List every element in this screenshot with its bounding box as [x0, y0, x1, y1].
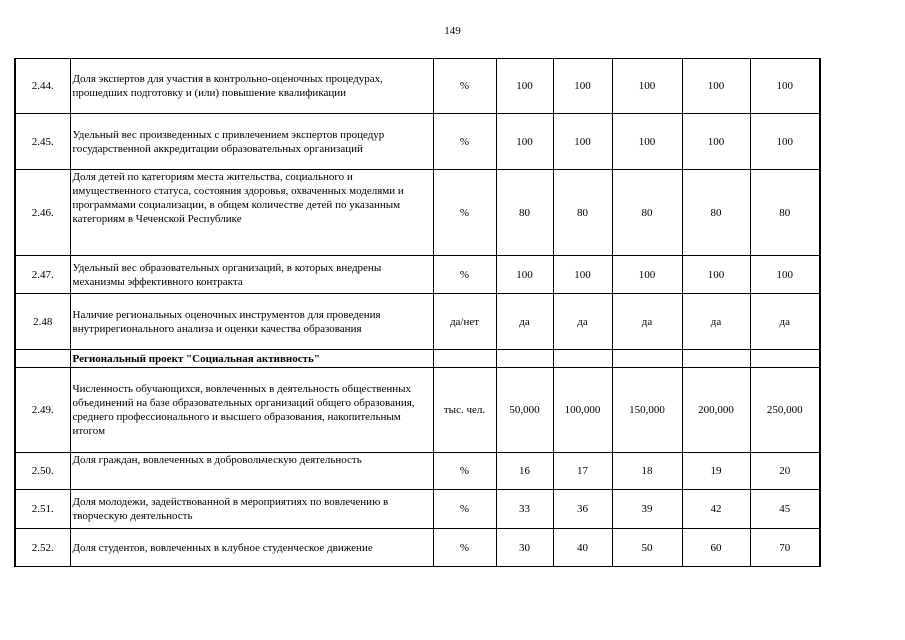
value-cell: 50,000 [496, 368, 553, 453]
value-cell: 19 [682, 453, 750, 490]
unit-cell: % [433, 114, 496, 170]
value-cell: 17 [553, 453, 612, 490]
value-cell: 100 [612, 59, 682, 114]
value-cell: 100,000 [553, 368, 612, 453]
table-row [15, 368, 820, 453]
value-cell: 20 [750, 453, 820, 490]
value-cell: 100 [496, 256, 553, 294]
table-row [15, 294, 820, 350]
value-cell: 50 [612, 529, 682, 567]
row-number: 2.51. [15, 490, 70, 529]
value-cell: 80 [612, 170, 682, 256]
value-cell: 70 [750, 529, 820, 567]
section-row [15, 350, 820, 368]
table-row [15, 114, 820, 170]
value-cell: 100 [750, 59, 820, 114]
row-number: 2.50. [15, 453, 70, 490]
row-number: 2.46. [15, 170, 70, 256]
value-cell: да [682, 294, 750, 350]
value-cell: 150,000 [612, 368, 682, 453]
row-number [15, 350, 70, 368]
page-number: 149 [444, 25, 461, 37]
table-row [15, 256, 820, 294]
value-cell: 100 [496, 59, 553, 114]
unit-cell [433, 350, 496, 368]
value-cell: 33 [496, 490, 553, 529]
table-row [15, 170, 820, 256]
value-cell: 100 [682, 59, 750, 114]
unit-cell: % [433, 529, 496, 567]
value-cell: 80 [496, 170, 553, 256]
value-cell: да [750, 294, 820, 350]
value-cell: 100 [682, 114, 750, 170]
unit-cell: % [433, 490, 496, 529]
value-cell: 100 [553, 114, 612, 170]
value-cell: да [496, 294, 553, 350]
row-number: 2.44. [15, 59, 70, 114]
indicators-table [14, 58, 821, 567]
value-cell: 100 [612, 256, 682, 294]
value-cell [682, 350, 750, 368]
indicator-name: Доля граждан, вовлеченных в добровольческую деятельность [70, 453, 433, 490]
table-row [15, 529, 820, 567]
value-cell: 18 [612, 453, 682, 490]
row-number: 2.52. [15, 529, 70, 567]
value-cell: 36 [553, 490, 612, 529]
indicator-name: Наличие региональных оценочных инструментов для проведения внутрирегионального анализа и оценки качества образования [70, 294, 433, 350]
unit-cell: % [433, 170, 496, 256]
row-number: 2.45. [15, 114, 70, 170]
value-cell: 100 [553, 59, 612, 114]
unit-cell: да/нет [433, 294, 496, 350]
value-cell: 80 [682, 170, 750, 256]
value-cell: 45 [750, 490, 820, 529]
value-cell: 100 [750, 114, 820, 170]
value-cell [496, 350, 553, 368]
unit-cell: % [433, 59, 496, 114]
unit-cell: % [433, 453, 496, 490]
value-cell: 100 [750, 256, 820, 294]
section-title: Региональный проект "Социальная активность" [70, 350, 433, 368]
value-cell: 39 [612, 490, 682, 529]
indicator-name: Доля экспертов для участия в контрольно-оценочных процедурах, прошедших подготовку и (или) повышение квалификации [70, 59, 433, 114]
value-cell: 200,000 [682, 368, 750, 453]
unit-cell: тыс. чел. [433, 368, 496, 453]
value-cell: да [612, 294, 682, 350]
value-cell: 42 [682, 490, 750, 529]
value-cell: 100 [496, 114, 553, 170]
value-cell: 100 [612, 114, 682, 170]
indicator-name: Численность обучающихся, вовлеченных в деятельность общественных объединений на базе образовательных организаций общего образования, среднего профессионального и высшего образования, накопительным итогом [70, 368, 433, 453]
table-row [15, 453, 820, 490]
value-cell: 80 [553, 170, 612, 256]
indicator-name: Удельный вес образовательных организаций, в которых внедрены механизмы эффективного контракта [70, 256, 433, 294]
table-row [15, 490, 820, 529]
table-row [15, 59, 820, 114]
value-cell: 16 [496, 453, 553, 490]
indicator-name: Доля детей по категориям места жительства, социального и имущественного статуса, состояния здоровья, охваченных моделями и программами социализации, в общем количестве детей по указанным категориям в Чеченской Республике [70, 170, 433, 256]
value-cell: да [553, 294, 612, 350]
indicator-name: Доля молодежи, задействованной в мероприятиях по вовлечению в творческую деятельность [70, 490, 433, 529]
value-cell: 100 [682, 256, 750, 294]
value-cell [612, 350, 682, 368]
row-number: 2.49. [15, 368, 70, 453]
value-cell: 100 [553, 256, 612, 294]
unit-cell: % [433, 256, 496, 294]
indicator-name: Удельный вес произведенных с привлечением экспертов процедур государственной аккредитации образовательных организаций [70, 114, 433, 170]
row-number: 2.48 [15, 294, 70, 350]
value-cell [750, 350, 820, 368]
value-cell: 60 [682, 529, 750, 567]
row-number: 2.47. [15, 256, 70, 294]
indicator-name: Доля студентов, вовлеченных в клубное студенческое движение [70, 529, 433, 567]
value-cell: 30 [496, 529, 553, 567]
value-cell: 250,000 [750, 368, 820, 453]
value-cell: 80 [750, 170, 820, 256]
value-cell: 40 [553, 529, 612, 567]
value-cell [553, 350, 612, 368]
